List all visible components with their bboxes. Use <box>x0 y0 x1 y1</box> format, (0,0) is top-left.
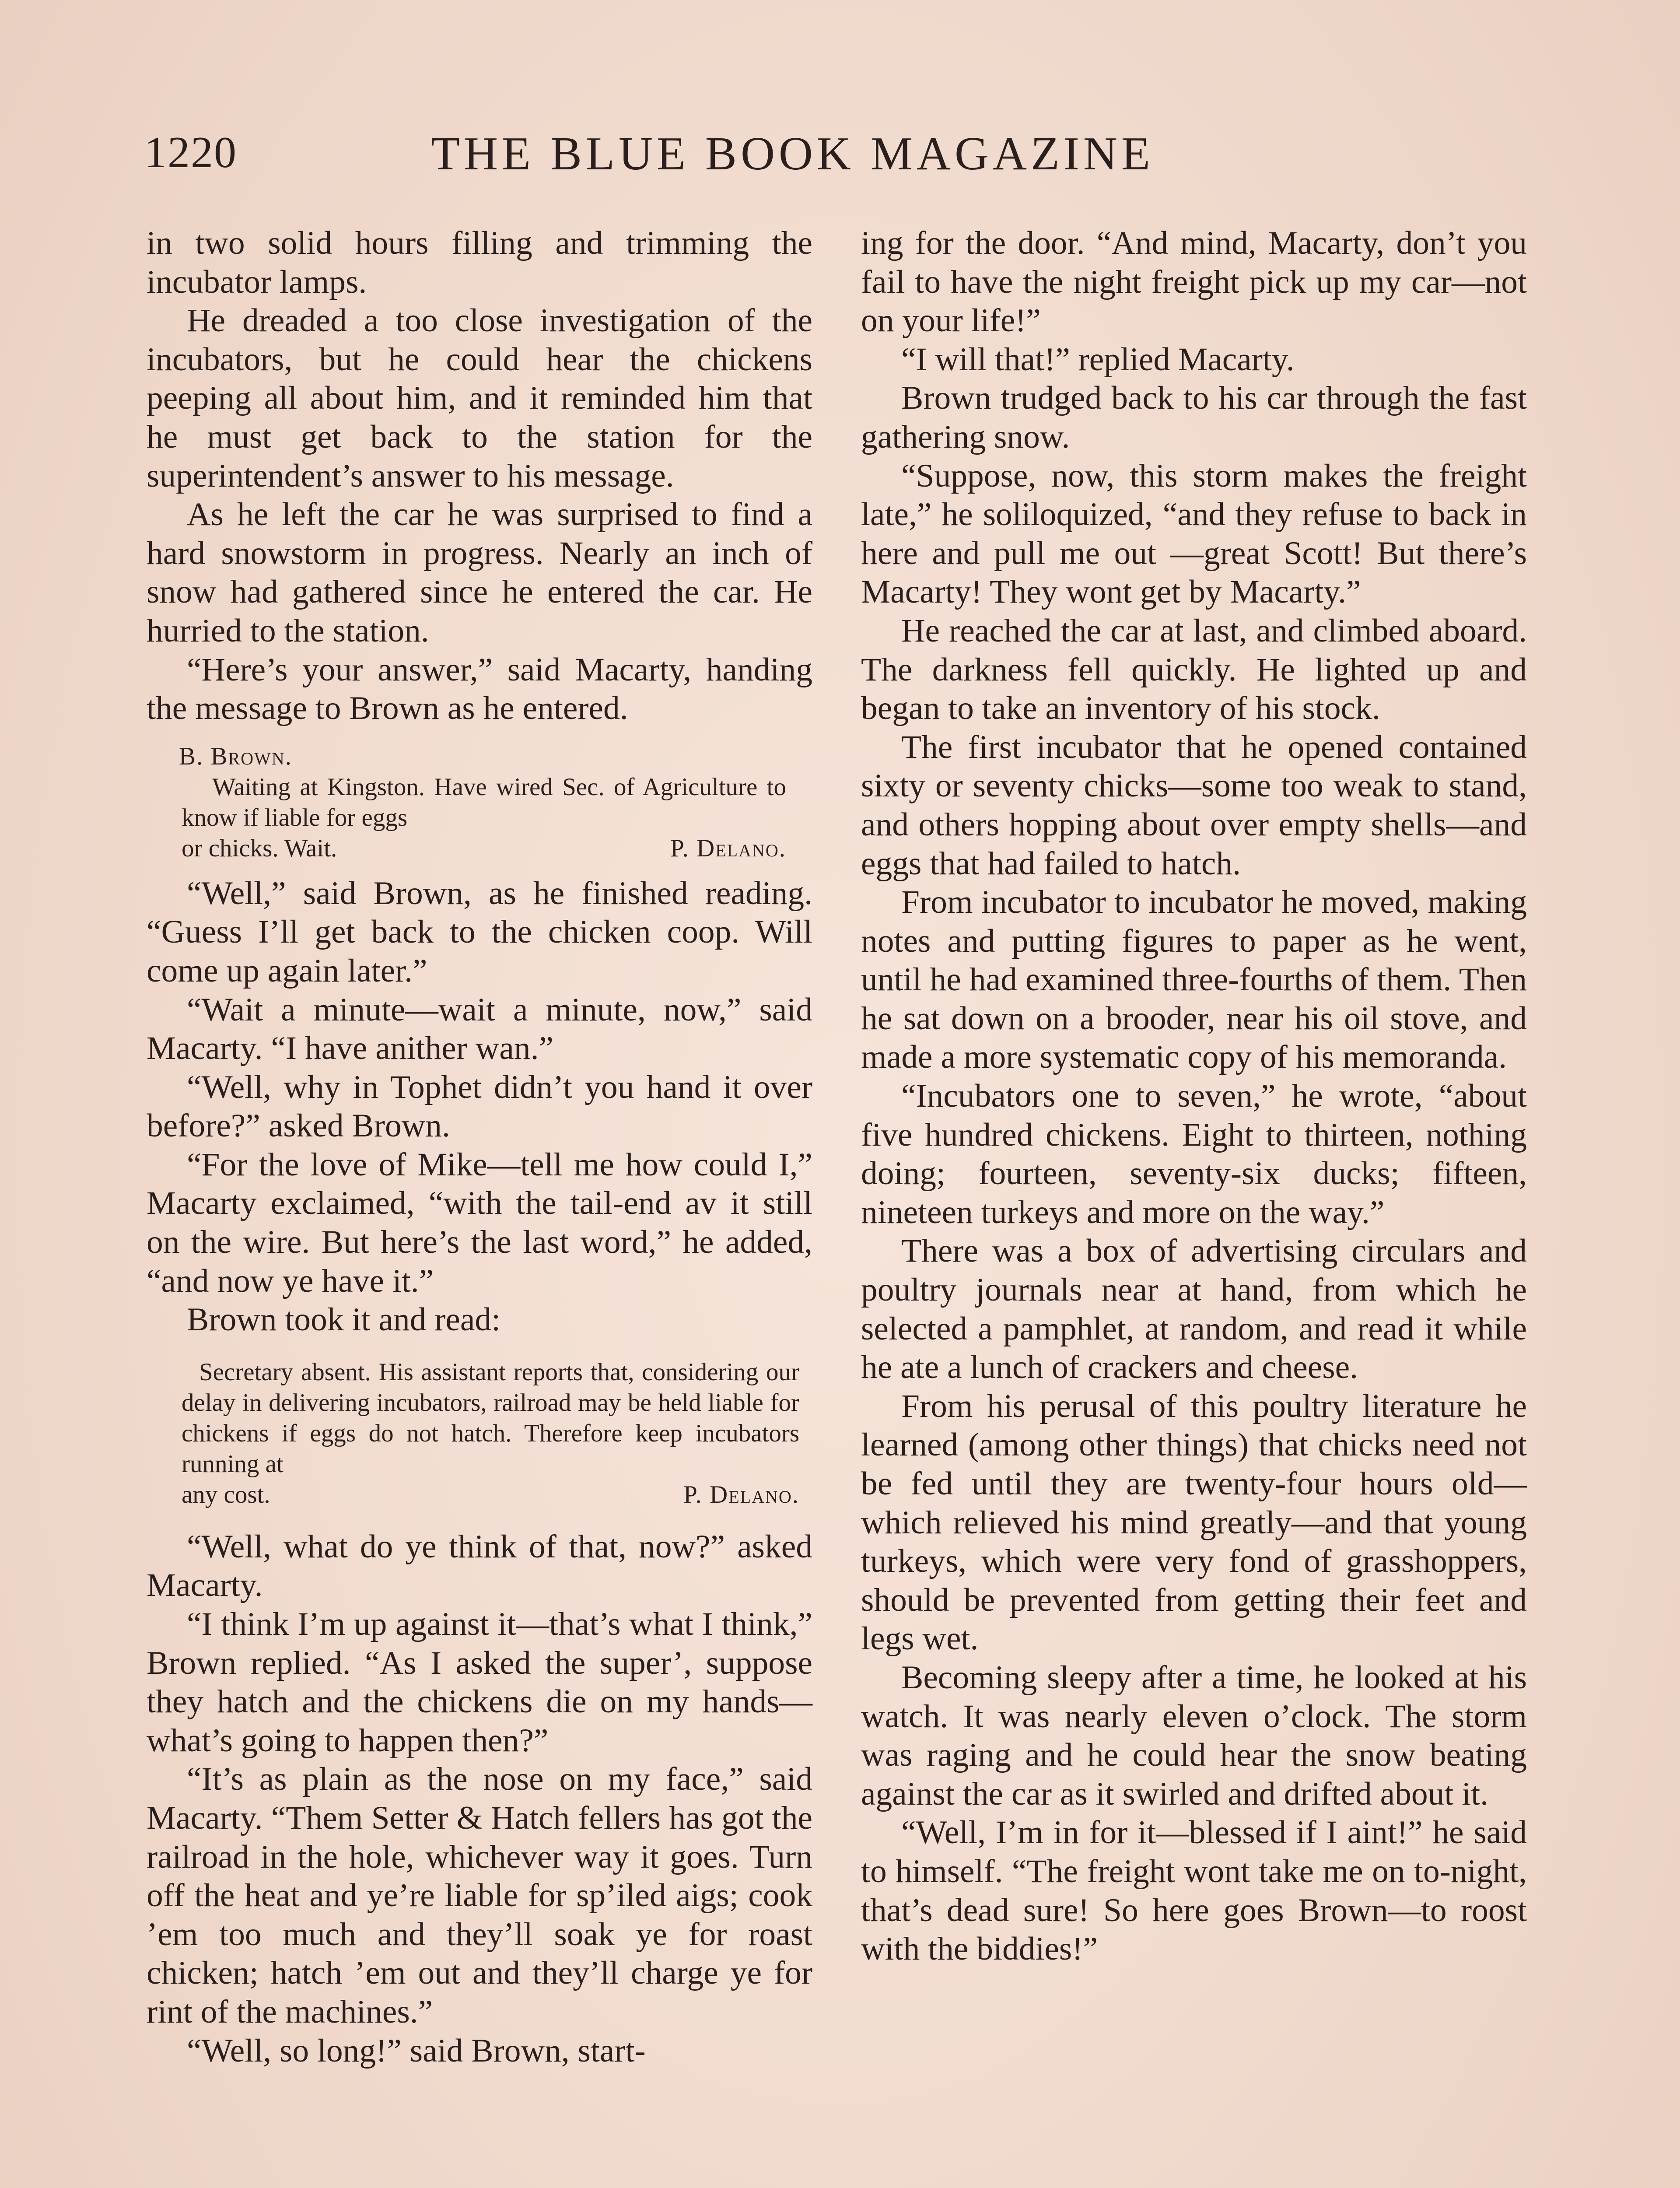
telegram-closing: or chicks. Wait. <box>182 834 337 862</box>
paragraph: “Well, so long!” said Brown, start- <box>187 2032 646 2069</box>
paragraph: There was a box of advertising circulars and poultry journals near at hand, from which he selected a pamphlet, at random, and read it while he ate a lunch of crackers and cheese. <box>861 1233 1527 1386</box>
right-column <box>861 224 1527 1969</box>
paragraph: He dreaded a too close investigation of the incubators, but he could hear the chickens peeping all about him, and it reminded him that he must get back to the station for the superintendent’s answer to his message. <box>147 302 812 494</box>
page-header <box>144 123 1549 193</box>
paragraph: in two solid hours filling and trimming the incubator lamps. <box>147 225 812 300</box>
paragraph: “I think I’m up against it—that’s what I think,” Brown replied. “As I asked the super’, suppose they hatch and the chickens die on my hands—what’s going to happen then?” <box>147 1606 812 1759</box>
telegram-signature-line <box>182 833 786 864</box>
left-column <box>147 224 812 2070</box>
paragraph: “Suppose, now, this storm makes the freight late,” he soliloquized, “and they refuse to back in here and pull me out —great Scott! But there’s Macarty! They wont get by Macarty.” <box>861 457 1527 610</box>
telegram-body: Secretary absent. His assistant reports that, considering our delay in delivering incubators, railroad may be held liable for chickens if eggs do not hatch. Therefore keep incubators running at <box>182 1358 799 1478</box>
paragraph: Brown took it and read: <box>187 1301 501 1338</box>
paragraph: “I will that!” replied Macarty. <box>901 341 1295 378</box>
telegram-body: Waiting at Kingston. Have wired Sec. of Agriculture to know if liable for eggs <box>182 773 786 831</box>
paragraph: “Well, what do ye think of that, now?” asked Macarty. <box>147 1528 812 1604</box>
paragraph: From incubator to incubator he moved, making notes and putting figures to paper as he went, until he had examined three-fourths of them. Then he sat down on a brooder, near his oil stove, and made a more systematic copy of his memoranda. <box>861 884 1527 1076</box>
paragraph: “Well, I’m in for it—blessed if I aint!” he said to himself. “The freight wont take me on to-night, that’s dead sure! So here goes Brown—to roost with the biddies!” <box>861 1814 1527 1967</box>
paragraph: As he left the car he was surprised to find a hard snowstorm in progress. Nearly an inch of snow had gathered since he entered the car. He hurried to the station. <box>147 496 812 649</box>
paragraph: “Well, why in Tophet didn’t you hand it over before?” asked Brown. <box>147 1069 812 1144</box>
magazine-title: THE BLUE BOOK MAGAZINE <box>431 128 1154 180</box>
paragraph: “Here’s your answer,” said Macarty, handing the message to Brown as he entered. <box>147 651 812 727</box>
page-number: 1220 <box>144 128 237 177</box>
paragraph: He reached the car at last, and climbed aboard. The darkness fell quickly. He lighted up and began to take an inventory of his stock. <box>861 612 1527 727</box>
telegram-addressee: B. Brown. <box>179 742 292 770</box>
paragraph: Brown trudged back to his car through the fast gathering snow. <box>861 380 1527 455</box>
telegram-message-2 <box>182 1357 799 1510</box>
paragraph: “For the love of Mike—tell me how could I,” Macarty exclaimed, “with the tail-end av it still on the wire. But here’s the last word,” he added, “and now ye have it.” <box>147 1146 812 1299</box>
paragraph: Becoming sleepy after a time, he looked at his watch. It was nearly eleven o’clock. The storm was raging and he could hear the snow beating against the car as it swirled and drifted about it. <box>861 1659 1527 1812</box>
telegram-signature-line <box>182 1480 799 1510</box>
telegram-signature: P. Delano. <box>683 1480 799 1508</box>
telegram-signature: P. Delano. <box>670 834 786 862</box>
paragraph: “Well,” said Brown, as he finished reading. “Guess I’ll get back to the chicken coop. Will come up again later.” <box>147 875 812 989</box>
paragraph: “It’s as plain as the nose on my face,” said Macarty. “Them Setter & Hatch fellers has got the railroad in the hole, whichever way it goes. Turn off the heat and ye’re liable for sp’iled aigs; cook ’em too much and they’ll soak ye for roast chicken; hatch ’em out and they’ll charge ye for rint of the machines.” <box>147 1761 812 2030</box>
telegram-message-1 <box>179 741 786 864</box>
paragraph: The first incubator that he opened contained sixty or seventy chicks—some too weak to stand, and others hopping about over empty shells—and eggs that had failed to hatch. <box>861 729 1527 882</box>
paragraph: From his perusal of this poultry literature he learned (among other things) that chicks need not be fed until they are twenty-four hours old—which relieved his mind greatly—and that young turkeys, which were very fond of grasshoppers, should be prevented from getting their feet and legs wet. <box>861 1388 1527 1657</box>
paragraph: “Wait a minute—wait a minute, now,” said Macarty. “I have anither wan.” <box>147 991 812 1067</box>
telegram-closing: any cost. <box>182 1480 270 1508</box>
paragraph: “Incubators one to seven,” he wrote, “about five hundred chickens. Eight to thirteen, nothing doing; fourteen, seventy-six ducks; fifteen, nineteen turkeys and more on the way.” <box>861 1078 1527 1231</box>
paragraph: ing for the door. “And mind, Macarty, don’t you fail to have the night freight pick up my car—not on your life!” <box>861 225 1527 339</box>
